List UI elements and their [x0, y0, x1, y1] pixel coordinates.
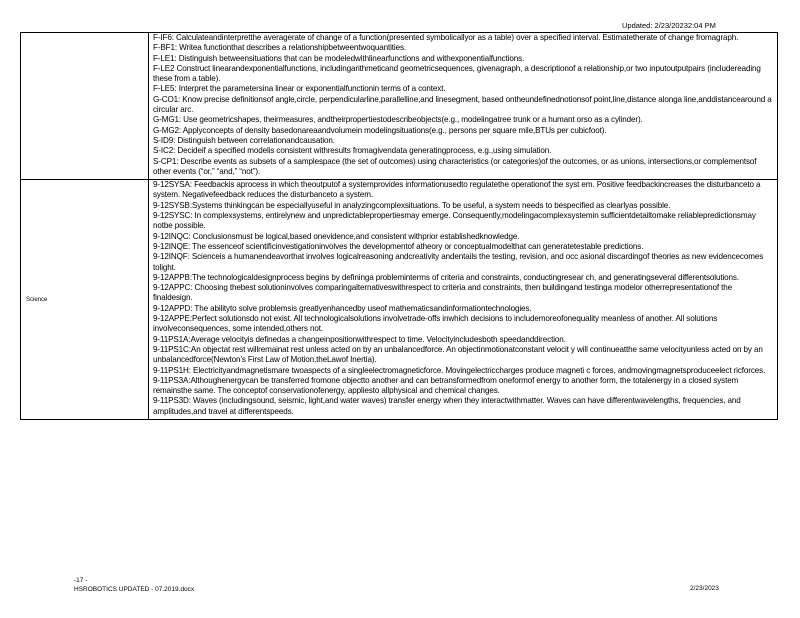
standard-item: 9-12APPC: Choosing thebest solutioninvolves comparingalternativeswithrespect to criteria and constraints, then buildingand testinga modelor otherrepresentationof the finaldesign. [153, 283, 733, 303]
standard-item: 9-11PS1C:An objectat rest willremainat rest unless acted on by an unbalancedforce. An objectinmotionatconstant velocit y will continueatthe same velocityunless acted on by an unbalancedforce(Newton’s First Law of Motion,theLawof Inertia). [153, 344, 763, 365]
standard-item: 9-12SYSA: Feedbackis aprocess in which theoutputof a systemprovides informationusedto regulatethe operationof the syst em. Positive feedbackincreases the disturbanceto a system. Negativefeedback reduces the disturbanceto a system. [153, 180, 761, 200]
standard-item: F-IF6: Calculateandinterpretthe averagerate of change of a function(presented symbolicallyor as a table) over a specified interval. Estimatetherate of change fromagraph. [153, 33, 739, 42]
subject-label: Science [26, 296, 48, 303]
footer-date: 2/23/2023 [690, 585, 719, 592]
standard-item: 9-11PS3A:Althoughenergycan be transferred fromone objectto another and can betransformedfrom oneformof energy to another form, the totalenergy in a closed system remainsthe same. The conceptof conservationofenergy, appliesto allphysical and chemical changes. [153, 375, 739, 396]
standard-item: S-CP1: Describe events as subsets of a samplespace (the set of outcomes) using characteristics (or categories)of the outcomes, or as unions, intersections,or complementsof other events (“or,” “and,” “not”). [153, 156, 757, 176]
standard-item: F-BF1: Writea functionthat describes a relationshipbetweentwoquantities. [153, 43, 407, 53]
standard-item: G-CO1: Know precise definitionsof angle,circle, perpendicularline,parallelline,and linesegment, based ontheundefinednotionsof point,line,distance alonga line,anddistancearound a circular arc. [153, 94, 772, 115]
subject-cell [21, 33, 149, 180]
standards-table [20, 32, 778, 420]
standard-item: S-IC2: Decideif a specified modelis consistent withresults fromagivendata generatingprocess, e.g.,using simulation. [153, 146, 552, 156]
standard-item: 9-12INQF: Scienceis a humanendeavorthat involves logicalreasoning andcreativity andentails the testing, revision, and occ asional discardingof theories as new evidencecomes tolight. [153, 252, 764, 272]
standard-item: 9-12APPB:The technologicaldesignprocess begins by defininga probleminterms of criteria and constraints, conductingresear ch, and generatingseveral differentsolutions. [153, 272, 739, 282]
subject-cell [21, 180, 149, 420]
standard-item: F-LE5: Interpret the parametersina linear or exponentialfunctionin terms of a context. [153, 84, 446, 94]
standard-item: F-LE2 Construct linearandexponentialfunctions, includingarithmeticand geometricsequences, givenagraph, a descriptionof a relationship,or two inputoutputpairs (includereading these from a table). [153, 63, 761, 84]
standard-item: 9-12INQC: Conclusionsmust be logical,based onevidence,and consistent withprior establishedknowledge. [153, 231, 520, 241]
standard-item: 9-12SYSC: In complexsystems, entirelynew and unpredictablepropertiesmay emerge. Consequently,modelingacomplexsystemin sufficientdetailtomake reliablepredictionsmay notbe possible. [153, 211, 756, 231]
standards-row [21, 180, 778, 420]
standards-row [21, 33, 778, 180]
standard-item: 9-11PS3D: Waves (includingsound, seismic, light,and water waves) transfer energy when they interactwithmatter. Waves can have differentwavelengths, frequencies, and amplitudes,and travel at differentspeeds. [153, 396, 741, 416]
standard-item: 9-12INQE: The essenceof scientificinvestigationinvolves the developmentof atheory or conceptualmodelthat can generatetestable predictions. [153, 241, 644, 251]
page-number: -17 - [74, 577, 88, 584]
standard-item: S-ID9: Distinguish between correlationandcausation. [153, 135, 335, 145]
updated-timestamp: Updated: 2/23/20232:04 PM [622, 21, 716, 30]
standard-item: F-LE1: Distinguish betweensituations that can be modeledwithlinearfunctions and withexponentialfunctions. [153, 53, 525, 63]
footer-left [74, 576, 194, 594]
standard-item: 9-11PS1H: Electricityandmagnetismare twoaspects of a singleelectromagneticforce. Movingelectriccharges produce magneti c forces, andmovingmagnetsproduceelect ricforces. [153, 365, 766, 375]
standard-item: 9-12APPE:Perfect solutionsdo not exist. All technologicalsolutions involvetrade-offs inwhich decisions to includemoreofonequality meanless of another. All solutions involveconsequences, some intended,others not. [153, 314, 718, 334]
document-filename: HSROBOTICS UPDATED - 07.2019.docx [74, 586, 195, 593]
standard-item: G-MG2: Applyconcepts of density basedonareaandvolumein modelingsituations(e.g., persons per square mile,BTUs per cubicfoot). [153, 125, 607, 135]
standard-item: G-MG1: Use geometricshapes, theirmeasures, andtheirpropertiestodescribeobjects(e.g., modelingatree trunk or a humant orso as a cylinder). [153, 115, 643, 125]
standards-cell [149, 33, 778, 180]
standards-table-body [21, 33, 778, 420]
standard-item: 9-12SYSB:Systems thinkingcan be especiallyuseful in analyzingcomplexsituations. To be useful, a system needs to bespecified as clearlyas possible. [153, 200, 671, 210]
standard-item: 9-11PS1A:Average velocityis definedas a changeinpositionwithrespect to time. Velocityincludesboth speedanddirection. [153, 334, 566, 344]
standards-cell [149, 180, 778, 420]
standard-item: 9-12APPD: The abilityto solve problemsis greatlyenhancedby useof mathematicsandinformationtechnologies. [153, 303, 532, 313]
